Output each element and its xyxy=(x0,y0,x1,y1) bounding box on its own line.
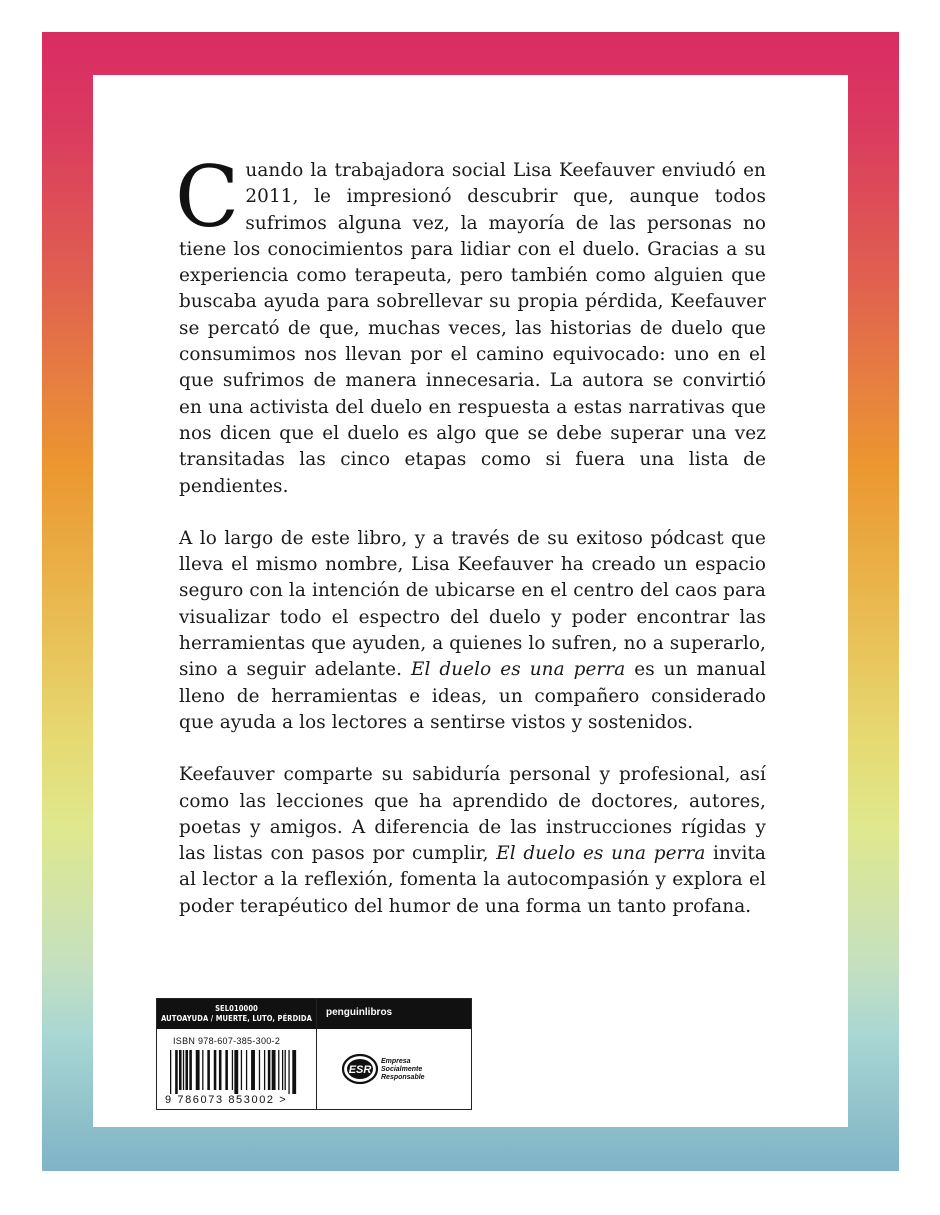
barcode-bar xyxy=(214,1050,217,1090)
barcode-bar xyxy=(288,1050,289,1094)
barcode-box xyxy=(156,998,472,1110)
barcode-bar xyxy=(225,1050,228,1090)
barcode-bar xyxy=(219,1050,222,1090)
barcode-bar xyxy=(207,1050,210,1090)
publisher-name: penguinlibros xyxy=(326,1007,393,1018)
barcode-bar xyxy=(241,1050,242,1090)
barcode-bar xyxy=(278,1050,279,1090)
barcode-bar xyxy=(170,1050,171,1094)
barcode-bar xyxy=(185,1050,188,1090)
barcode-bar xyxy=(272,1050,276,1090)
barcode-bar xyxy=(175,1050,178,1094)
barcode-bar xyxy=(202,1050,203,1090)
esr-label-3: Responsable xyxy=(381,1074,425,1081)
paragraph-3 xyxy=(179,762,766,920)
barcode-bar xyxy=(183,1050,184,1090)
category-code: SEL010000 xyxy=(215,1004,258,1013)
publisher-bar xyxy=(317,999,471,1029)
barcode-bar xyxy=(292,1050,296,1094)
paragraph-1 xyxy=(175,148,766,500)
barcode-bar xyxy=(285,1050,286,1090)
barcode-bar xyxy=(259,1050,260,1090)
paragraph-3-text-a: Keefauver comparte su sabiduría personal y profesional, así como las lecciones que ha aprendido de doctores, autores, poetas y amigos. A diferencia de las instrucciones rígidas y las listas con pasos por cumplir, xyxy=(179,764,766,865)
barcode-bar xyxy=(251,1050,255,1090)
barcode-bar xyxy=(264,1050,265,1090)
esr-logo xyxy=(341,1049,451,1089)
paragraph-3-text-b: invita al lector a la reflexión, fomenta la autocompasión y explora el poder terapéutico del humor de una forma un tanto profana. xyxy=(179,843,766,917)
isbn-label: ISBN 978-607-385-300-2 xyxy=(173,1036,281,1046)
esr-label-1: Empresa xyxy=(381,1058,411,1065)
paragraph-1-text: uando la trabajadora social Lisa Keefauver enviudó en 2011, le impresionó descubrir que, aunque todos sufrimos alguna vez, la mayoría de las personas no tiene los conocimientos para lidiar con el duelo. Gracias a su experiencia como terapeuta, pero también como alguien que buscaba ayuda para sobrellevar su propia pérdida, Keefauver se percató de que, muchas veces, las historias de duelo que consumimos nos llevan por el camino equivocado: uno en el que sufrimos de manera innecesaria. La autora se convirtió en una activista del duelo en respuesta a estas narrativas que nos dicen que el duelo es algo que se debe superar una vez transitadas las cinco etapas como si fuera una lista de pendientes. xyxy=(179,160,766,497)
barcode-bars xyxy=(170,1050,300,1094)
barcode-digits: 9 786073 853002 > xyxy=(165,1094,288,1106)
barcode-bar xyxy=(179,1050,182,1090)
publisher-panel xyxy=(317,999,471,1109)
drop-cap: C xyxy=(175,148,240,246)
barcode-bar xyxy=(234,1050,238,1094)
blurb-text xyxy=(175,148,766,920)
paragraph-2 xyxy=(179,526,766,736)
barcode-bar xyxy=(189,1050,192,1090)
book-title-italic: El duelo es una perra xyxy=(410,659,626,681)
barcode-bar xyxy=(282,1050,283,1090)
barcode-bar xyxy=(196,1050,200,1090)
barcode-panel xyxy=(157,999,317,1109)
esr-label-2: Socialmente xyxy=(381,1066,423,1073)
barcode-bar xyxy=(232,1050,233,1090)
book-title-italic: El duelo es una perra xyxy=(496,843,706,865)
barcode-bar xyxy=(246,1050,247,1090)
paragraph-2-text-a: A lo largo de este libro, y a través de su exitoso pódcast que lleva el mismo nombre, Lisa Keefauver ha creado un espacio seguro con la intención de ubicarse en el centro del caos para visualizar todo el espectro del duelo y poder encontrar las herramientas que ayuden, a quienes lo sufren, no a superarlo, sino a seguir adelante. xyxy=(179,527,766,681)
paragraph-2-text-b: es un manual lleno de herramientas e ideas, un compañero considerado que ayuda a los lectores a sentirse vistos y sostenidos. xyxy=(179,659,766,733)
esr-mark: ESR xyxy=(348,1064,372,1076)
category-label: AUTOAYUDA / MUERTE, LUTO, PÉRDIDA xyxy=(161,1014,312,1023)
barcode-bar xyxy=(268,1050,271,1090)
category-header xyxy=(157,999,316,1029)
